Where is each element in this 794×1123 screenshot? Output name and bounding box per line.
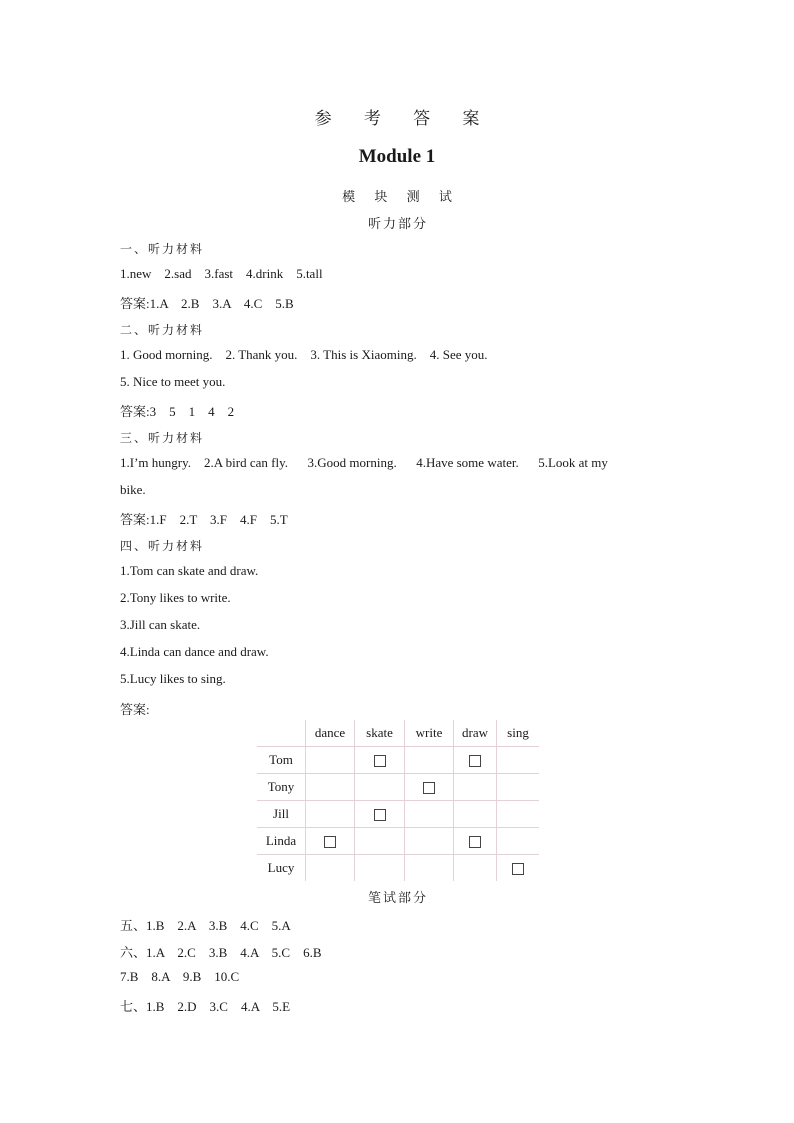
part7-answers: 七、1.B 2.D 3.C 4.A 5.E xyxy=(120,999,291,1014)
page-title: 参 考 答 案 xyxy=(314,109,494,128)
table-cell xyxy=(306,801,355,828)
section-test-heading: 模 块 测 试 xyxy=(342,189,460,204)
part1-heading: 一、听力材料 xyxy=(120,242,205,256)
part4-heading: 四、听力材料 xyxy=(120,539,205,553)
check-box-icon xyxy=(469,836,481,848)
table-cell xyxy=(306,774,355,801)
part3-answer: 答案:1.F 2.T 3.F 4.F 5.T xyxy=(120,512,288,527)
table-cell xyxy=(355,774,405,801)
table-cell xyxy=(454,855,497,882)
table-cell xyxy=(497,855,540,882)
part4-line: 2.Tony likes to write. xyxy=(120,590,231,605)
table-row xyxy=(257,747,539,774)
part5-answers: 五、1.B 2.A 3.B 4.C 5.A xyxy=(120,918,291,933)
part2-heading: 二、听力材料 xyxy=(120,323,205,337)
row-name: Tony xyxy=(257,774,306,801)
part3-material-line1: 1.I’m hungry. 2.A bird can fly. 3.Good morning. 4.Have some water. 5.Look at my xyxy=(120,455,608,470)
table-cell xyxy=(306,828,355,855)
table-cell xyxy=(454,801,497,828)
part6-answers-line1: 六、1.A 2.C 3.B 4.A 5.C 6.B xyxy=(120,945,322,960)
table-row xyxy=(257,774,539,801)
table-cell xyxy=(497,774,540,801)
table-corner-cell xyxy=(257,720,306,747)
part4-line: 3.Jill can skate. xyxy=(120,617,201,632)
part4-line: 5.Lucy likes to sing. xyxy=(120,671,226,686)
table-cell xyxy=(355,828,405,855)
column-header: skate xyxy=(355,720,405,747)
check-box-icon xyxy=(469,755,481,767)
table-cell xyxy=(306,855,355,882)
row-name: Tom xyxy=(257,747,306,774)
row-name: Linda xyxy=(257,828,306,855)
check-box-icon xyxy=(423,782,435,794)
part1-answer: 答案:1.A 2.B 3.A 4.C 5.B xyxy=(120,296,294,311)
table-cell xyxy=(306,747,355,774)
table-cell xyxy=(405,801,454,828)
check-box-icon xyxy=(374,755,386,767)
part4-line: 4.Linda can dance and draw. xyxy=(120,644,269,659)
table-cell xyxy=(454,747,497,774)
part3-material-line2: bike. xyxy=(120,482,146,497)
part6-answers-line2: 7.B 8.A 9.B 10.C xyxy=(120,969,240,984)
table-cell xyxy=(355,801,405,828)
table-row xyxy=(257,855,539,882)
table-cell xyxy=(405,747,454,774)
part2-answer: 答案:3 5 1 4 2 xyxy=(120,404,235,419)
listening-section-heading: 听力部分 xyxy=(367,216,428,231)
check-box-icon xyxy=(324,836,336,848)
row-name: Lucy xyxy=(257,855,306,882)
column-header: write xyxy=(405,720,454,747)
column-header: draw xyxy=(454,720,497,747)
column-header: dance xyxy=(306,720,355,747)
module-title: Module 1 xyxy=(358,146,436,167)
table-cell xyxy=(355,747,405,774)
answer-table xyxy=(257,720,539,881)
table-row xyxy=(257,828,539,855)
table-cell xyxy=(405,828,454,855)
table-cell xyxy=(405,774,454,801)
column-header: sing xyxy=(497,720,540,747)
table-cell xyxy=(355,855,405,882)
part4-line: 1.Tom can skate and draw. xyxy=(120,563,259,578)
check-box-icon xyxy=(512,863,524,875)
row-name: Jill xyxy=(257,801,306,828)
table-cell xyxy=(497,747,540,774)
written-section-heading: 笔试部分 xyxy=(367,890,428,905)
check-box-icon xyxy=(374,809,386,821)
table-row xyxy=(257,801,539,828)
part1-material: 1.new 2.sad 3.fast 4.drink 5.tall xyxy=(120,266,323,281)
table-cell xyxy=(405,855,454,882)
part2-material-line1: 1. Good morning. 2. Thank you. 3. This is Xiaoming. 4. See you. xyxy=(120,347,488,362)
part3-heading: 三、听力材料 xyxy=(120,431,205,445)
part4-answer-label: 答案: xyxy=(120,702,150,717)
part2-material-line2: 5. Nice to meet you. xyxy=(120,374,226,389)
table-cell xyxy=(497,801,540,828)
table-cell xyxy=(454,828,497,855)
table-cell xyxy=(454,774,497,801)
table-header-row xyxy=(257,720,539,747)
table-cell xyxy=(497,828,540,855)
